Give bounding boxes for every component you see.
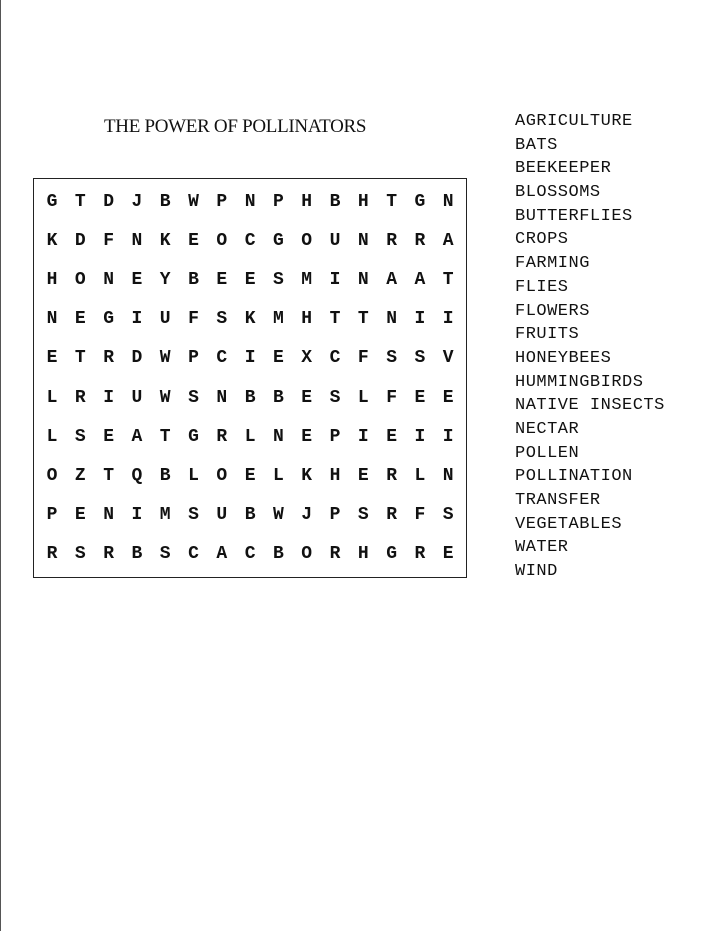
grid-row: [34, 190, 468, 214]
grid-letter[interactable]: M: [159, 504, 171, 525]
grid-letter[interactable]: Q: [131, 465, 143, 486]
grid-letter[interactable]: E: [74, 504, 86, 525]
grid-letter[interactable]: G: [188, 426, 199, 447]
grid-letter[interactable]: A: [442, 231, 454, 252]
word-list-item: POLLINATION: [515, 467, 633, 487]
grid-letter[interactable]: P: [329, 426, 341, 447]
grid-letter[interactable]: N: [442, 192, 454, 212]
grid-letter[interactable]: S: [414, 348, 426, 369]
grid-letter[interactable]: G: [46, 192, 58, 212]
grid-letter[interactable]: I: [442, 309, 454, 330]
grid-row: [34, 229, 468, 253]
grid-letter[interactable]: R: [329, 543, 341, 564]
grid-letter[interactable]: N: [357, 231, 369, 252]
grid-letter[interactable]: E: [216, 270, 228, 291]
grid-letter[interactable]: S: [159, 543, 171, 564]
puzzle-title: THE POWER OF POLLINATORS: [104, 116, 367, 137]
grid-letter[interactable]: K: [46, 231, 58, 252]
grid-letter[interactable]: B: [329, 192, 341, 212]
grid-letter[interactable]: E: [244, 270, 256, 291]
grid-letter[interactable]: X: [301, 348, 313, 369]
grid-letter[interactable]: E: [131, 270, 143, 291]
grid-letter[interactable]: P: [216, 192, 228, 212]
grid-letter[interactable]: C: [244, 231, 256, 252]
grid-letter[interactable]: H: [301, 192, 313, 212]
grid-letter[interactable]: B: [188, 270, 199, 291]
grid-letter[interactable]: W: [272, 504, 284, 525]
grid-letter[interactable]: E: [442, 543, 454, 564]
grid-letter[interactable]: W: [159, 387, 171, 408]
grid-letter[interactable]: B: [159, 192, 171, 212]
grid-letter[interactable]: E: [414, 387, 426, 408]
grid-letter[interactable]: M: [272, 309, 284, 330]
grid-letter[interactable]: G: [272, 231, 284, 252]
grid-letter[interactable]: E: [442, 387, 454, 408]
grid-letter[interactable]: N: [103, 270, 114, 291]
grid-letter[interactable]: V: [442, 348, 454, 369]
word-list-item: NATIVE INSECTS: [515, 396, 665, 416]
grid-letter[interactable]: N: [244, 192, 256, 212]
word-list-item: CROPS: [515, 230, 569, 250]
grid-letter[interactable]: C: [244, 543, 256, 564]
grid-letter[interactable]: E: [301, 426, 313, 447]
grid-row: [34, 542, 468, 566]
grid-letter[interactable]: H: [357, 543, 369, 564]
grid-row: [34, 386, 468, 410]
grid-letter[interactable]: W: [188, 192, 199, 212]
grid-letter[interactable]: L: [357, 387, 369, 408]
grid-row: [34, 268, 468, 292]
grid-letter[interactable]: I: [103, 387, 114, 408]
grid-letter[interactable]: I: [357, 426, 369, 447]
grid-letter[interactable]: P: [272, 192, 284, 212]
page-left-edge: [0, 0, 1, 931]
grid-letter[interactable]: L: [414, 465, 426, 486]
grid-letter[interactable]: H: [46, 270, 58, 291]
word-list-item: BUTTERFLIES: [515, 206, 633, 226]
word-list-item: FLIES: [515, 277, 569, 297]
grid-letter[interactable]: K: [301, 465, 313, 486]
word-search-grid: [33, 178, 467, 578]
grid-letter[interactable]: F: [103, 231, 114, 252]
grid-letter[interactable]: S: [386, 348, 397, 369]
grid-letter[interactable]: L: [46, 426, 58, 447]
grid-letter[interactable]: G: [386, 543, 397, 564]
word-list-item: FRUITS: [515, 325, 580, 345]
word-list-item: HONEYBEES: [515, 348, 612, 368]
grid-letter[interactable]: S: [74, 426, 86, 447]
grid-letter[interactable]: P: [329, 504, 341, 525]
grid-row: [34, 425, 468, 449]
grid-letter[interactable]: N: [442, 465, 454, 486]
grid-letter[interactable]: B: [159, 465, 171, 486]
grid-letter[interactable]: T: [74, 348, 86, 369]
grid-letter[interactable]: R: [414, 543, 426, 564]
grid-letter[interactable]: S: [329, 387, 341, 408]
grid-letter[interactable]: R: [103, 348, 114, 369]
grid-letter[interactable]: P: [46, 504, 58, 525]
grid-letter[interactable]: R: [103, 543, 114, 564]
grid-letter[interactable]: A: [414, 270, 426, 291]
grid-letter[interactable]: I: [414, 426, 426, 447]
grid-letter[interactable]: N: [46, 309, 58, 330]
grid-letter[interactable]: U: [131, 387, 143, 408]
grid-letter[interactable]: S: [272, 270, 284, 291]
word-list: [515, 110, 665, 584]
grid-letter[interactable]: U: [216, 504, 228, 525]
grid-letter[interactable]: A: [216, 543, 228, 564]
grid-letter[interactable]: N: [272, 426, 284, 447]
grid-letter[interactable]: O: [216, 465, 228, 486]
grid-row: [34, 307, 468, 331]
grid-letter[interactable]: D: [131, 348, 143, 369]
grid-letter[interactable]: I: [442, 426, 454, 447]
grid-letter[interactable]: S: [357, 504, 369, 525]
grid-letter[interactable]: H: [301, 309, 313, 330]
grid-letter[interactable]: E: [272, 348, 284, 369]
word-list-item: WATER: [515, 538, 569, 558]
grid-letter[interactable]: R: [386, 504, 397, 525]
grid-letter[interactable]: S: [216, 309, 228, 330]
grid-letter[interactable]: E: [244, 465, 256, 486]
grid-row: [34, 503, 468, 527]
grid-letter[interactable]: S: [442, 504, 454, 525]
grid-letter[interactable]: T: [357, 309, 369, 330]
grid-letter[interactable]: N: [386, 309, 397, 330]
grid-letter[interactable]: J: [131, 192, 143, 212]
grid-letter[interactable]: T: [329, 309, 341, 330]
grid-letter[interactable]: T: [159, 426, 171, 447]
grid-letter[interactable]: R: [74, 387, 86, 408]
grid-letter[interactable]: I: [329, 270, 341, 291]
grid-letter[interactable]: N: [216, 387, 228, 408]
grid-letter[interactable]: E: [103, 426, 114, 447]
grid-letter[interactable]: G: [103, 309, 114, 330]
grid-letter[interactable]: T: [386, 192, 397, 212]
word-list-item: BEEKEEPER: [515, 159, 612, 179]
grid-letter[interactable]: O: [46, 465, 58, 486]
word-list-item: FLOWERS: [515, 301, 590, 321]
grid-letter[interactable]: L: [272, 465, 284, 486]
word-list-item: WIND: [515, 562, 558, 582]
grid-letter[interactable]: R: [216, 426, 228, 447]
grid-letter[interactable]: L: [244, 426, 256, 447]
grid-letter[interactable]: B: [244, 387, 256, 408]
grid-letter[interactable]: H: [357, 192, 369, 212]
grid-letter[interactable]: Z: [74, 465, 86, 486]
grid-letter[interactable]: U: [159, 309, 171, 330]
grid-letter[interactable]: D: [103, 192, 114, 212]
grid-letter[interactable]: T: [103, 465, 114, 486]
grid-letter[interactable]: S: [74, 543, 86, 564]
grid-letter[interactable]: O: [301, 231, 313, 252]
grid-letter[interactable]: C: [188, 543, 199, 564]
grid-letter[interactable]: T: [442, 270, 454, 291]
grid-letter[interactable]: K: [159, 231, 171, 252]
grid-letter[interactable]: R: [46, 543, 58, 564]
grid-letter[interactable]: I: [244, 348, 256, 369]
grid-letter[interactable]: Y: [159, 270, 171, 291]
grid-letter[interactable]: O: [301, 543, 313, 564]
grid-letter[interactable]: L: [188, 465, 199, 486]
word-list-item: HUMMINGBIRDS: [515, 372, 644, 392]
grid-letter[interactable]: O: [74, 270, 86, 291]
grid-letter[interactable]: R: [386, 465, 397, 486]
word-list-item: BLOSSOMS: [515, 183, 601, 203]
grid-letter[interactable]: I: [131, 504, 143, 525]
grid-letter[interactable]: B: [244, 504, 256, 525]
grid-letter[interactable]: G: [414, 192, 426, 212]
grid-letter[interactable]: S: [188, 504, 199, 525]
grid-row: [34, 346, 468, 370]
grid-letter[interactable]: A: [131, 426, 143, 447]
word-list-item: AGRICULTURE: [515, 112, 633, 131]
word-list-item: FARMING: [515, 254, 590, 274]
grid-letter[interactable]: B: [272, 387, 284, 408]
grid-letter[interactable]: B: [131, 543, 143, 564]
grid-letter[interactable]: D: [74, 231, 86, 252]
grid-letter[interactable]: E: [357, 465, 369, 486]
word-list-item: NECTAR: [515, 419, 580, 439]
grid-letter[interactable]: I: [414, 309, 426, 330]
grid-letter[interactable]: A: [386, 270, 397, 291]
grid-letter[interactable]: C: [329, 348, 341, 369]
grid-letter[interactable]: E: [386, 426, 397, 447]
grid-letter[interactable]: R: [414, 231, 426, 252]
grid-letter[interactable]: E: [74, 309, 86, 330]
word-list-item: BATS: [515, 135, 558, 155]
grid-letter[interactable]: E: [301, 387, 313, 408]
grid-letter[interactable]: H: [329, 465, 341, 486]
grid-letter[interactable]: W: [159, 348, 171, 369]
grid-letter[interactable]: E: [46, 348, 58, 369]
word-list-item: POLLEN: [515, 443, 580, 463]
grid-letter[interactable]: I: [131, 309, 143, 330]
grid-letter[interactable]: P: [188, 348, 199, 369]
grid-letter[interactable]: F: [386, 387, 397, 408]
grid-letter[interactable]: N: [357, 270, 369, 291]
grid-letter[interactable]: O: [216, 231, 228, 252]
grid-letter[interactable]: M: [301, 270, 313, 291]
grid-letter[interactable]: T: [74, 192, 86, 212]
grid-letter[interactable]: U: [329, 231, 341, 252]
grid-letter[interactable]: F: [188, 309, 199, 330]
grid-letter[interactable]: F: [357, 348, 369, 369]
grid-letter[interactable]: E: [188, 231, 199, 252]
grid-letter[interactable]: B: [272, 543, 284, 564]
word-list-item: TRANSFER: [515, 491, 601, 510]
grid-letter[interactable]: L: [46, 387, 58, 408]
grid-letter[interactable]: C: [216, 348, 228, 369]
grid-letter[interactable]: F: [414, 504, 426, 525]
grid-letter[interactable]: N: [103, 504, 114, 525]
grid-letter[interactable]: S: [188, 387, 199, 408]
grid-letter[interactable]: N: [131, 231, 143, 252]
grid-letter[interactable]: K: [244, 309, 256, 330]
grid-row: [34, 464, 468, 488]
word-list-item: VEGETABLES: [515, 514, 623, 534]
grid-letter[interactable]: J: [301, 504, 313, 525]
grid-letter[interactable]: R: [386, 231, 397, 252]
